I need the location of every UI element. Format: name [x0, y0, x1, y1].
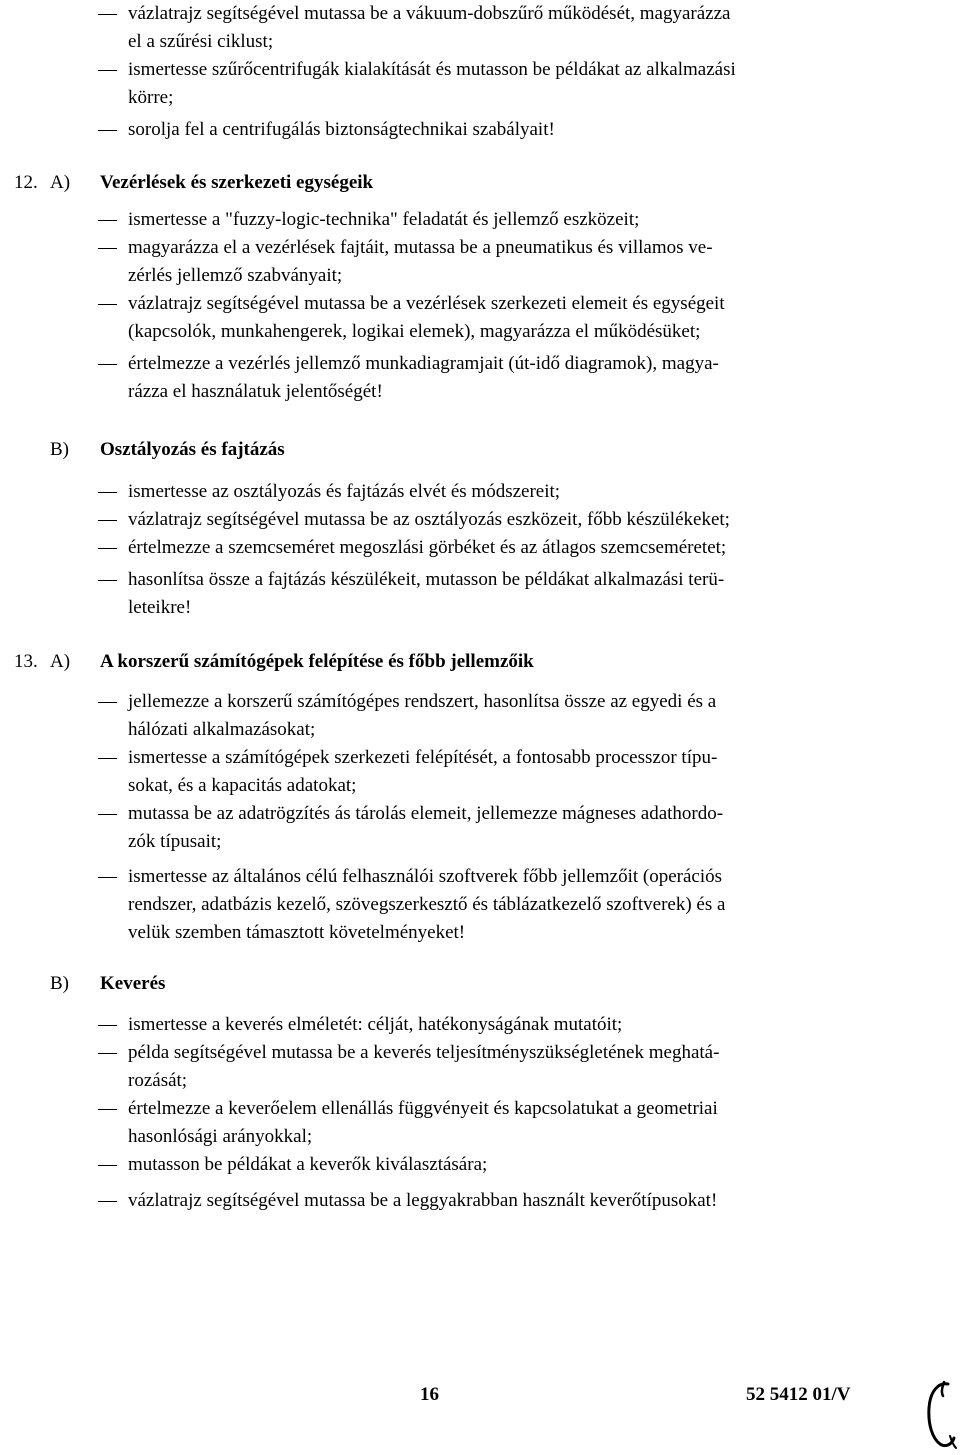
section-title: A korszerű számítógépek felépítése és főbb jellemzőik: [100, 651, 534, 672]
list-item: vázlatrajz segítségével mutassa be a leggyakrabban használt keverőtípusokat!: [0, 1187, 880, 1215]
section-12a-bullets: [0, 206, 880, 406]
section-13b-bullets: [0, 1011, 880, 1215]
list-item: hasonlítsa össze a fajtázás készülékeit, mutasson be példákat alkalmazási terü- leteikre!: [0, 566, 880, 622]
section-letter: B): [50, 439, 69, 460]
page-number: 16: [420, 1384, 439, 1405]
section-13a-bullets: [0, 688, 880, 947]
section-title: Keverés: [100, 973, 166, 994]
list-item: ismertesse az osztályozás és fajtázás elvét és módszereit;: [0, 478, 880, 506]
section-letter: B): [50, 973, 69, 994]
list-item: sorolja fel a centrifugálás biztonságtechnikai szabályait!: [0, 116, 880, 144]
section-number: 12.: [14, 172, 38, 193]
section-letter: A): [50, 172, 71, 193]
section-title: Vezérlések és szerkezeti egységeik: [100, 172, 374, 193]
list-item: ismertesse szűrőcentrifugák kialakítását és mutasson be példákat az alkalmazási körre;: [0, 56, 880, 112]
list-item: magyarázza el a vezérlések fajtáit, mutassa be a pneumatikus és villamos ve- zérlés jellemző szabványait;: [0, 234, 880, 290]
section-number: 13.: [14, 651, 38, 672]
list-item: értelmezze a szemcseméret megoszlási görbéket és az átlagos szemcseméretet;: [0, 534, 880, 562]
list-item: ismertesse a "fuzzy-logic-technika" feladatát és jellemző eszközeit;: [0, 206, 880, 234]
intro-bullet-list: [0, 0, 880, 144]
list-item: mutasson be példákat a keverők kiválasztására;: [0, 1151, 880, 1179]
signature-mark: [922, 1378, 958, 1452]
list-item: ismertesse az általános célú felhasználói szoftverek főbb jellemzőit (operációs rendszer, adatbázis kezelő, szövegszerkesztő és táblázatkezelő szoftverek) és a velük szemben támasztott követelményeket!: [0, 863, 880, 947]
list-item: vázlatrajz segítségével mutassa be a vákuum-dobszűrő működését, magyarázza el a szűrési ciklust;: [0, 0, 880, 56]
list-item: vázlatrajz segítségével mutassa be az osztályozás eszközeit, főbb készülékeket;: [0, 506, 880, 534]
document-code: 52 5412 01/V: [746, 1384, 851, 1405]
list-item: mutassa be az adatrögzítés ás tárolás elemeit, jellemezze mágneses adathordo- zók típusait;: [0, 800, 880, 856]
list-item: példa segítségével mutassa be a keverés teljesítményszükségletének meghatá- rozását;: [0, 1039, 880, 1095]
section-12b-bullets: [0, 478, 880, 622]
list-item: jellemezze a korszerű számítógépes rendszert, hasonlítsa össze az egyedi és a hálózati alkalmazásokat;: [0, 688, 880, 744]
list-item: értelmezze a keverőelem ellenállás függvényeit és kapcsolatukat a geometriai hasonlósági arányokkal;: [0, 1095, 880, 1151]
list-item: ismertesse a keverés elméletét: célját, hatékonyságának mutatóit;: [0, 1011, 880, 1039]
list-item: ismertesse a számítógépek szerkezeti felépítését, a fontosabb processzor típu- sokat, és a kapacitás adatokat;: [0, 744, 880, 800]
section-letter: A): [50, 651, 71, 672]
list-item: értelmezze a vezérlés jellemző munkadiagramjait (út-idő diagramok), magya- rázza el használatuk jelentőségét!: [0, 350, 880, 406]
list-item: vázlatrajz segítségével mutassa be a vezérlések szerkezeti elemeit és egységeit (kapcsolók, munkahengerek, logikai elemek), magyarázza el működésüket;: [0, 290, 880, 346]
section-title: Osztályozás és fajtázás: [100, 439, 285, 460]
